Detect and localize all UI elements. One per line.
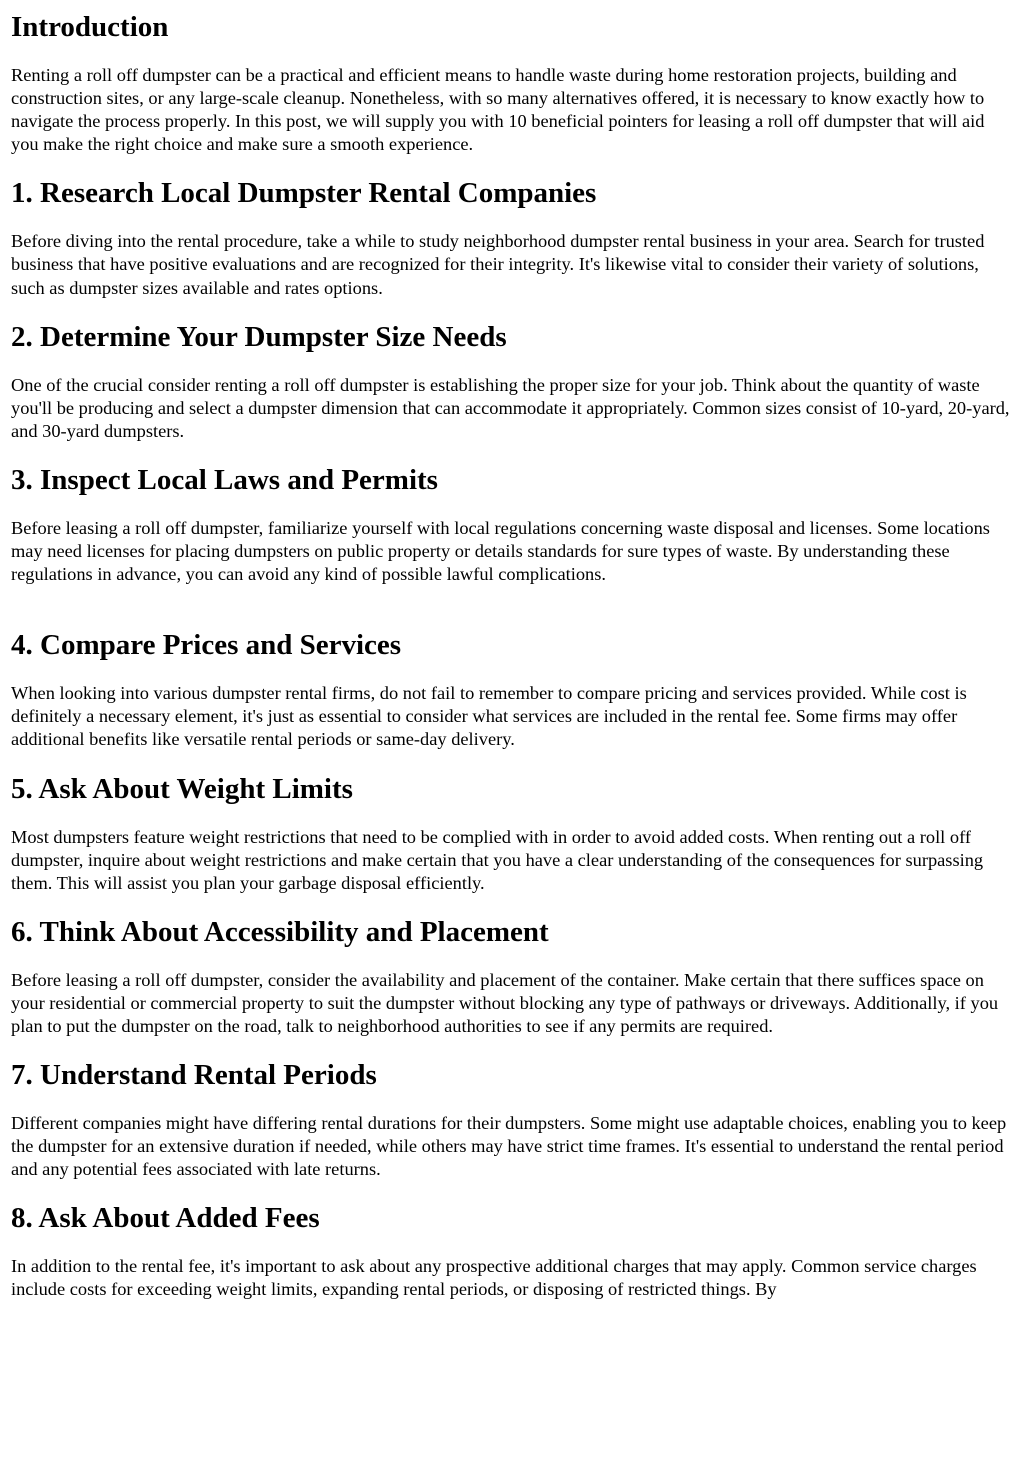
- section-body-4: When looking into various dumpster rental firms, do not fail to remember to compare pricing and services provided. While cost is definitely a necessary element, it's just as essential to consider what services are included in the rental fee. Some firms may offer additional benefits like versatile rental periods or same-day delivery.: [11, 683, 967, 750]
- section-heading-1: 1. Research Local Dumpster Rental Companies: [11, 177, 597, 210]
- section-heading-6: 6. Think About Accessibility and Placement: [11, 915, 549, 948]
- section-body-7: Different companies might have differing rental durations for their dumpsters. Some might use adaptable choices, enabling you to keep the dumpster for an extensive duration if needed, while others may have strict time frames. It's essential to understand the rental period and any potential fees associated with late returns.: [11, 1113, 1007, 1180]
- section-heading-3: 3. Inspect Local Laws and Permits: [11, 463, 438, 496]
- article: [0, 9, 1024, 1302]
- section-body-8: In addition to the rental fee, it's important to ask about any prospective additional charges that may apply. Common service charges include costs for exceeding weight limits, expanding rental periods, or disposing of restricted things. By: [11, 1256, 977, 1300]
- section-body-introduction: Renting a roll off dumpster can be a practical and efficient means to handle waste during home restoration projects, building and construction sites, or any large-scale cleanup. Nonetheless, with so many alternatives offered, it is necessary to know exactly how to navigate the process properly. In this post, we will supply you with 10 beneficial pointers for leasing a roll off dumpster that will aid you make the right choice and make sure a smooth experience.: [11, 65, 985, 155]
- section-body-5: Most dumpsters feature weight restrictions that need to be complied with in order to avoid added costs. When renting out a roll off dumpster, inquire about weight restrictions and make certain that you have a clear understanding of the consequences for surpassing them. This will assist you plan your garbage disposal efficiently.: [11, 826, 984, 893]
- section-body-2: One of the crucial consider renting a roll off dumpster is establishing the proper size for your job. Think about the quantity of waste you'll be producing and select a dumpster dimension that can accommodate it appropriately. Common sizes consist of 10-yard, 20-yard, and 30-yard dumpsters.: [11, 374, 1010, 441]
- section-body-6: Before leasing a roll off dumpster, consider the availability and placement of the container. Make certain that there suffices space on your residential or commercial property to suit the dumpster without blocking any type of pathways or driveways. Additionally, if you plan to put the dumpster on the road, talk to neighborhood authorities to see if any permits are required.: [11, 969, 999, 1036]
- section-heading-4: 4. Compare Prices and Services: [11, 629, 402, 662]
- section-heading-8: 8. Ask About Added Fees: [11, 1202, 320, 1235]
- section-body-1: Before diving into the rental procedure, take a while to study neighborhood dumpster rental business in your area. Search for trusted business that have positive evaluations and are recognized for their integrity. It's likewise vital to consider their variety of solutions, such as dumpster sizes available and rates options.: [11, 231, 985, 298]
- section-body-3: Before leasing a roll off dumpster, familiarize yourself with local regulations concerning waste disposal and licenses. Some locations may need licenses for placing dumpsters on public property or details standards for sure types of waste. By understanding these regulations in advance, you can avoid any kind of possible lawful complications.: [11, 517, 990, 585]
- section-heading-7: 7. Understand Rental Periods: [11, 1059, 377, 1092]
- section-heading-introduction: Introduction: [11, 11, 169, 43]
- section-heading-5: 5. Ask About Weight Limits: [11, 772, 353, 805]
- section-heading-2: 2. Determine Your Dumpster Size Needs: [11, 320, 507, 353]
